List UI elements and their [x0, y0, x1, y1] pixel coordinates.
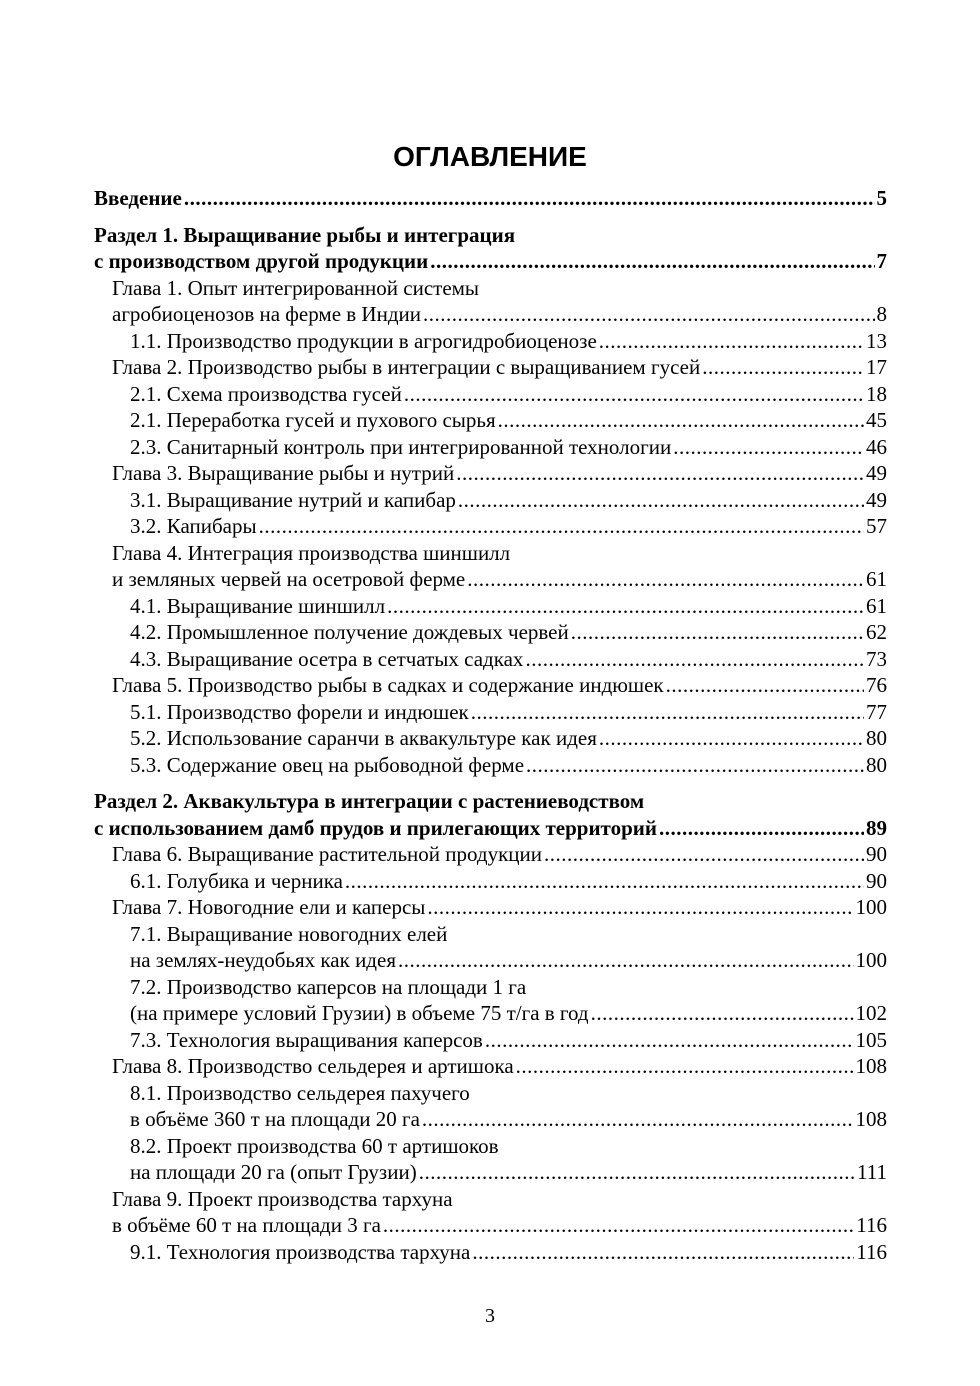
- toc-line: [94, 222, 887, 249]
- table-of-contents: [94, 185, 887, 1265]
- toc-entry-title: 2.3. Санитарный контроль при интегрированной технологии: [130, 434, 672, 459]
- dot-leader: [472, 1239, 854, 1266]
- toc-line: [94, 1239, 887, 1266]
- dot-leader: [184, 185, 875, 212]
- toc-line: [94, 460, 887, 487]
- toc-page-number: 73: [866, 646, 887, 671]
- toc-page-number: 116: [856, 1239, 887, 1264]
- toc-line: [94, 947, 887, 974]
- toc-line: [94, 1053, 887, 1080]
- toc-line: [94, 921, 887, 948]
- toc-page-number: 17: [866, 355, 887, 379]
- toc-entry-title: Глава 6. Выращивание растительной продукции: [112, 842, 542, 866]
- toc-subsection-entry[interactable]: [94, 593, 887, 620]
- toc-entry-title: Раздел 2. Аквакультура в интеграции с растениеводством: [94, 789, 645, 813]
- dot-leader: [659, 815, 864, 842]
- dot-leader: [427, 894, 853, 921]
- toc-chapter-entry[interactable]: [94, 540, 887, 593]
- toc-line: [94, 487, 887, 514]
- toc-subsection-entry[interactable]: [94, 328, 887, 355]
- toc-line: [94, 434, 887, 461]
- toc-line: [94, 1133, 887, 1160]
- toc-page-number: 18: [866, 381, 887, 406]
- toc-line: [94, 788, 887, 815]
- dot-leader: [430, 248, 874, 275]
- toc-subsection-entry[interactable]: [94, 1027, 887, 1054]
- toc-entry-title: 9.1. Технология производства тархуна: [130, 1239, 471, 1264]
- toc-line: [94, 407, 887, 434]
- toc-page-number: 49: [866, 461, 887, 485]
- toc-entry-title: 5.1. Производство форели и индюшек: [130, 699, 469, 724]
- toc-chapter-entry[interactable]: [94, 672, 887, 699]
- dot-leader: [456, 460, 864, 487]
- toc-line: [94, 725, 887, 752]
- toc-entry-title: 7.1. Выращивание новогодних елей: [130, 921, 448, 946]
- dot-leader: [666, 672, 864, 699]
- dot-leader: [591, 1000, 854, 1027]
- toc-page-number: 80: [866, 726, 887, 750]
- toc-line: [94, 1080, 887, 1107]
- toc-subsection-entry[interactable]: [94, 487, 887, 514]
- toc-subsection-entry[interactable]: [94, 407, 887, 434]
- toc-line: [94, 1000, 887, 1027]
- toc-section-entry[interactable]: [94, 222, 887, 275]
- toc-line: [94, 1106, 887, 1133]
- toc-chapter-entry[interactable]: [94, 460, 887, 487]
- toc-line: [94, 1027, 887, 1054]
- toc-section-entry[interactable]: [94, 185, 887, 212]
- toc-subsection-entry[interactable]: [94, 725, 887, 752]
- dot-leader: [458, 487, 864, 514]
- toc-entry-title: 5.2. Использование саранчи в аквакультуре как идея: [130, 726, 597, 750]
- toc-entry-title: агробиоценозов на ферме в Индии: [112, 302, 422, 326]
- toc-page-number: 89: [866, 815, 887, 840]
- toc-subsection-entry[interactable]: [94, 381, 887, 408]
- toc-page-number: 5: [876, 186, 887, 210]
- toc-page-number: 108: [855, 1107, 887, 1131]
- toc-entry-title: в объёме 60 т на площади 3 га: [112, 1213, 381, 1237]
- dot-leader: [419, 1159, 855, 1186]
- toc-page-number: 100: [855, 948, 887, 972]
- toc-entry-title: 2.1. Схема производства гусей: [130, 381, 402, 406]
- toc-entry-title: 8.2. Проект производства 60 т артишоков: [130, 1133, 499, 1158]
- toc-entry-title: Глава 7. Новогодние ели и каперсы: [112, 895, 426, 919]
- toc-page-number: 7: [876, 249, 887, 273]
- toc-line: [94, 1212, 887, 1239]
- toc-subsection-entry[interactable]: [94, 1239, 887, 1266]
- toc-line: [94, 275, 887, 302]
- toc-page-number: 90: [866, 842, 887, 866]
- dot-leader: [471, 699, 864, 726]
- toc-subsection-entry[interactable]: [94, 619, 887, 646]
- toc-line: [94, 354, 887, 381]
- dot-leader: [516, 1053, 854, 1080]
- toc-entry-title: Глава 2. Производство рыбы в интеграции с выращиванием гусей: [112, 355, 701, 379]
- toc-line: [94, 672, 887, 699]
- toc-page-number: 8: [876, 302, 887, 326]
- toc-entry-title: Глава 9. Проект производства тархуна: [112, 1186, 453, 1211]
- toc-entry-title: с производством другой продукции: [94, 249, 429, 273]
- toc-subsection-entry[interactable]: [94, 699, 887, 726]
- toc-page-number: 90: [866, 868, 887, 893]
- toc-entry-title: Глава 1. Опыт интегрированной системы: [112, 275, 480, 300]
- toc-page-number: 77: [866, 699, 887, 724]
- toc-page-number: 108: [855, 1054, 887, 1078]
- toc-line: [94, 566, 887, 593]
- toc-entry-title: и земляных червей на осетровой ферме: [112, 567, 466, 591]
- toc-page-number: 62: [866, 620, 887, 644]
- toc-entry-title: 4.1. Выращивание шиншилл: [130, 593, 386, 618]
- toc-page-number: 61: [866, 567, 887, 591]
- toc-page-number: 111: [857, 1160, 887, 1184]
- toc-chapter-entry[interactable]: [94, 841, 887, 868]
- toc-entry-title: 7.2. Производство каперсов на площади 1 га: [130, 974, 527, 999]
- dot-leader: [467, 566, 864, 593]
- toc-entry-title: (на примере условий Грузии) в объеме 75 т/га в год: [130, 1001, 589, 1025]
- toc-line: [94, 1186, 887, 1213]
- toc-line: [94, 868, 887, 895]
- toc-page-number: 57: [866, 514, 887, 538]
- toc-entry-title: 2.1. Переработка гусей и пухового сырья: [130, 408, 496, 432]
- dot-leader: [599, 725, 864, 752]
- toc-page-number: 76: [866, 673, 887, 697]
- toc-entry-title: Глава 5. Производство рыбы в садках и содержание индюшек: [112, 673, 664, 697]
- toc-line: [94, 646, 887, 673]
- toc-subsection-entry[interactable]: [94, 974, 887, 1027]
- dot-leader: [398, 947, 854, 974]
- dot-leader: [599, 328, 864, 355]
- toc-subsection-entry[interactable]: [94, 868, 887, 895]
- dot-leader: [423, 301, 874, 328]
- toc-entry-title: Глава 4. Интеграция производства шиншилл: [112, 540, 511, 565]
- toc-line: [94, 974, 887, 1001]
- toc-page-number: 49: [866, 487, 887, 512]
- toc-entry-title: 4.3. Выращивание осетра в сетчатых садках: [130, 646, 524, 671]
- toc-subsection-entry[interactable]: [94, 921, 887, 974]
- toc-entry-title: на площади 20 га (опыт Грузии): [130, 1160, 417, 1184]
- dot-leader: [498, 407, 864, 434]
- toc-entry-title: 8.1. Производство сельдерея пахучего: [130, 1080, 470, 1105]
- toc-page-number: 13: [866, 328, 887, 353]
- toc-page-number: 116: [856, 1213, 887, 1237]
- toc-line: [94, 619, 887, 646]
- dot-leader: [526, 752, 864, 779]
- toc-subsection-entry[interactable]: [94, 1133, 887, 1186]
- toc-chapter-entry[interactable]: [94, 1053, 887, 1080]
- dot-leader: [571, 619, 864, 646]
- toc-line: [94, 381, 887, 408]
- toc-page-number: 45: [866, 408, 887, 432]
- toc-chapter-entry[interactable]: [94, 275, 887, 328]
- toc-page-number: 46: [866, 434, 887, 459]
- toc-subsection-entry[interactable]: [94, 513, 887, 540]
- toc-entry-title: Глава 3. Выращивание рыбы и нутрий: [112, 461, 455, 485]
- toc-line: [94, 328, 887, 355]
- toc-line: [94, 1159, 887, 1186]
- dot-leader: [525, 646, 864, 673]
- toc-subsection-entry[interactable]: [94, 434, 887, 461]
- toc-section-entry[interactable]: [94, 788, 887, 841]
- toc-entry-title: Введение: [94, 186, 182, 210]
- toc-entry-title: 3.1. Выращивание нутрий и капибар: [130, 487, 456, 512]
- dot-leader: [485, 1027, 854, 1054]
- dot-leader: [383, 1212, 854, 1239]
- toc-entry-title: Глава 8. Производство сельдерея и артишока: [112, 1054, 514, 1078]
- toc-line: [94, 540, 887, 567]
- dot-leader: [404, 381, 864, 408]
- dot-leader: [673, 434, 864, 461]
- toc-line: [94, 513, 887, 540]
- toc-line: [94, 593, 887, 620]
- toc-line: [94, 185, 887, 212]
- toc-line: [94, 815, 887, 842]
- page-title: ОГЛАВЛЕНИЕ: [393, 141, 587, 172]
- toc-entry-title: 3.2. Капибары: [130, 514, 257, 538]
- toc-subsection-entry[interactable]: [94, 646, 887, 673]
- toc-page-number: 105: [855, 1027, 887, 1052]
- toc-entry-title: в объёме 360 т на площади 20 га: [130, 1107, 420, 1131]
- toc-line: [94, 699, 887, 726]
- toc-chapter-entry[interactable]: [94, 894, 887, 921]
- toc-entry-title: 5.3. Содержание овец на рыбоводной ферме: [130, 752, 525, 777]
- dot-leader: [702, 354, 864, 381]
- toc-page-number: 102: [855, 1001, 887, 1025]
- toc-line: [94, 752, 887, 779]
- toc-chapter-entry[interactable]: [94, 354, 887, 381]
- toc-line: [94, 841, 887, 868]
- toc-entry-title: с использованием дамб прудов и прилегающих территорий: [94, 815, 657, 840]
- toc-entry-title: 7.3. Технология выращивания каперсов: [130, 1027, 483, 1052]
- toc-page-number: 100: [855, 895, 887, 919]
- toc-line: [94, 248, 887, 275]
- toc-subsection-entry[interactable]: [94, 1080, 887, 1133]
- page-number: 3: [485, 1305, 495, 1327]
- toc-chapter-entry[interactable]: [94, 1186, 887, 1239]
- toc-line: [94, 301, 887, 328]
- toc-page-number: 80: [866, 752, 887, 777]
- dot-leader: [345, 868, 864, 895]
- toc-entry-title: на землях-неудобьях как идея: [130, 948, 396, 972]
- toc-entry-title: 6.1. Голубика и черника: [130, 868, 343, 893]
- dot-leader: [544, 841, 864, 868]
- dot-leader: [422, 1106, 854, 1133]
- toc-entry-title: 4.2. Промышленное получение дождевых червей: [130, 620, 569, 644]
- dot-leader: [259, 513, 864, 540]
- toc-entry-title: Раздел 1. Выращивание рыбы и интеграция: [94, 222, 516, 247]
- toc-page-number: 61: [866, 593, 887, 618]
- toc-line: [94, 894, 887, 921]
- toc-subsection-entry[interactable]: [94, 752, 887, 779]
- toc-entry-title: 1.1. Производство продукции в агрогидробиоценозе: [130, 328, 597, 353]
- dot-leader: [387, 593, 864, 620]
